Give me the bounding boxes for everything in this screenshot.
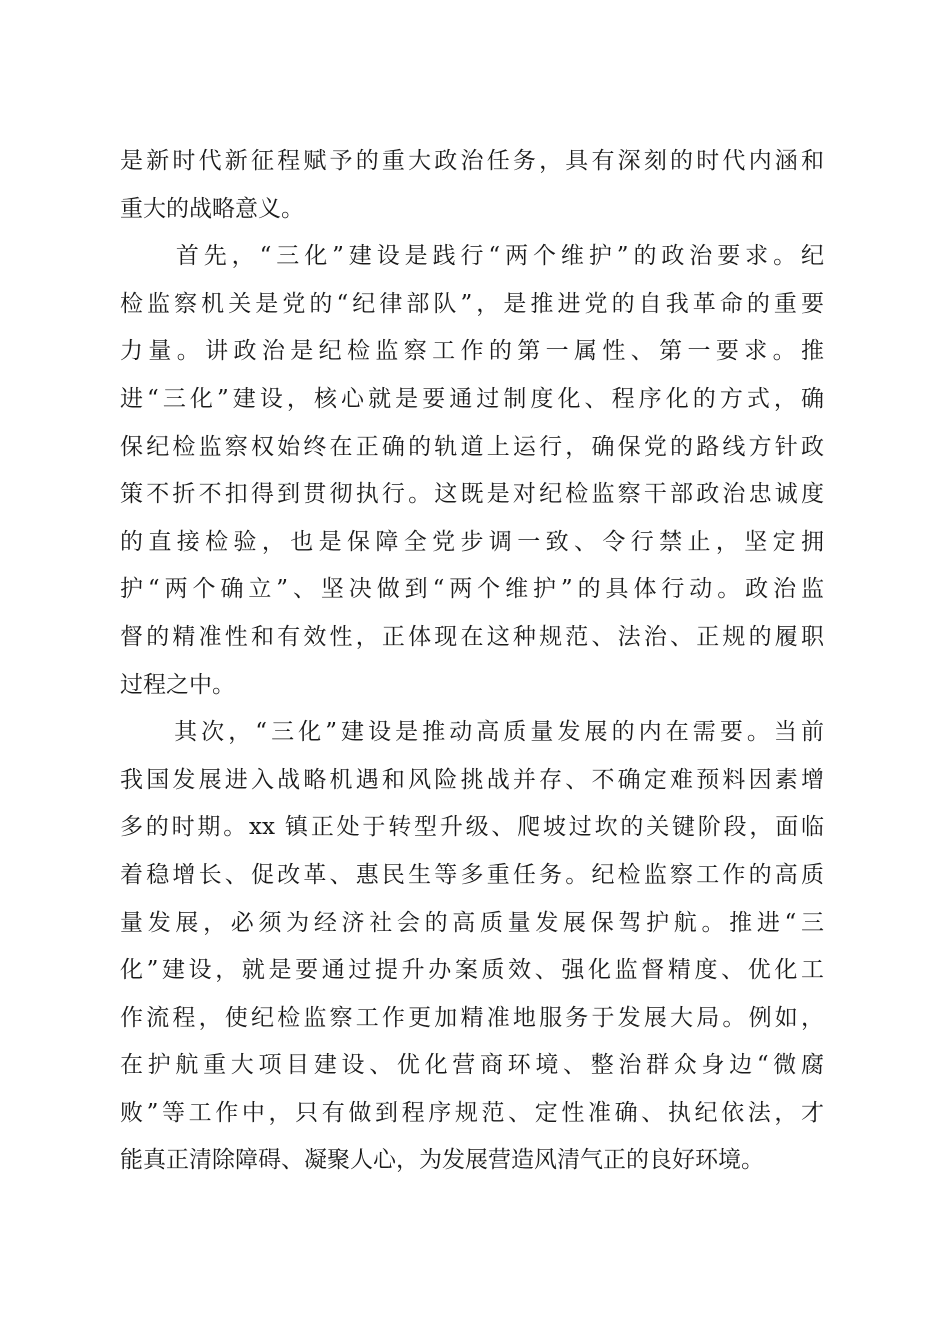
text-line: 作流程，使纪检监察工作更加精准地服务于发展大局。例如，	[120, 1004, 824, 1031]
text-line: 败”等工作中，只有做到程序规范、定性准确、执纪依法，才	[120, 1099, 824, 1126]
text-line: 进“三化”建设，核心就是要通过制度化、程序化的方式，确	[120, 385, 824, 412]
text-line: 能真正清除障碍、凝聚人心，为发展营造风清气正的良好环境。	[120, 1147, 764, 1174]
text-line: 多的时期。xx 镇正处于转型升级、爬坡过坎的关键阶段，面临	[120, 814, 824, 841]
text-line: 检监察机关是党的“纪律部队”，是推进党的自我革命的重要	[120, 290, 824, 317]
text-line: 过程之中。	[120, 671, 235, 698]
text-line: 力量。讲政治是纪检监察工作的第一属性、第一要求。推	[120, 338, 824, 365]
text-line: 保纪检监察权始终在正确的轨道上运行，确保党的路线方针政	[120, 433, 824, 460]
text-line: 化”建设，就是要通过提升办案质效、强化监督精度、优化工	[120, 957, 824, 984]
text-line: 护“两个确立”、坚决做到“两个维护”的具体行动。政治监	[120, 576, 824, 603]
text-line: 重大的战略意义。	[120, 195, 304, 222]
text-line: 量发展，必须为经济社会的高质量发展保驾护航。推进“三	[120, 909, 824, 936]
text-line: 的直接检验，也是保障全党步调一致、令行禁止，坚定拥	[120, 528, 824, 555]
text-line: 我国发展进入战略机遇和风险挑战并存、不确定难预料因素增	[120, 766, 824, 793]
text-line: 策不折不扣得到贯彻执行。这既是对纪检监察干部政治忠诚度	[120, 481, 824, 508]
document-body	[120, 138, 824, 1185]
text-line: 着稳增长、促改革、惠民生等多重任务。纪检监察工作的高质	[120, 861, 824, 888]
text-line: 督的精准性和有效性，正体现在这种规范、法治、正规的履职	[120, 623, 824, 650]
text-line: 在护航重大项目建设、优化营商环境、整治群众身边“微腐	[120, 1052, 824, 1079]
text-line: 首先，“三化”建设是践行“两个维护”的政治要求。纪	[120, 243, 824, 270]
text-line: 是新时代新征程赋予的重大政治任务，具有深刻的时代内涵和	[120, 148, 824, 174]
text-line: 其次，“三化”建设是推动高质量发展的内在需要。当前	[120, 719, 824, 746]
